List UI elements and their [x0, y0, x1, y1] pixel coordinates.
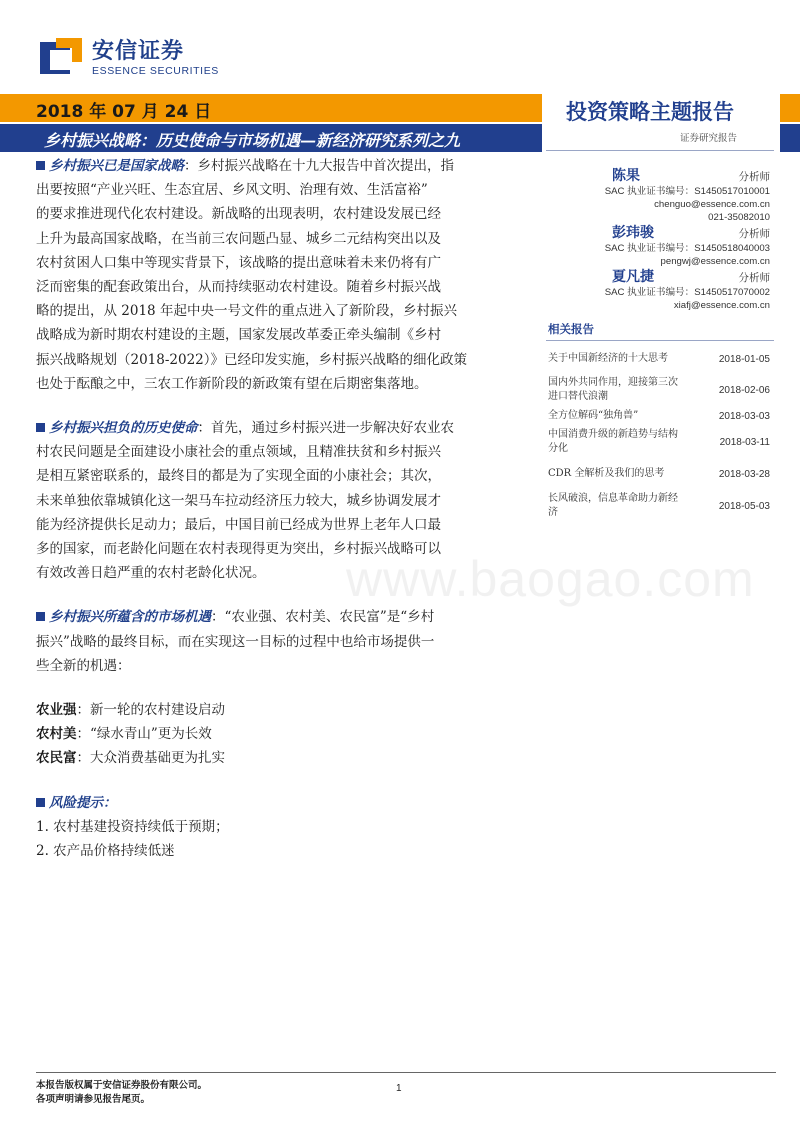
company-logo [40, 36, 219, 82]
paragraph-lead: 乡村振兴已是国家战略 [49, 158, 184, 174]
opportunity-list [36, 698, 532, 771]
analyst-sac: SAC 执业证书编号：S1450518040003 [604, 243, 770, 254]
related-reports-title: 相关报告 [548, 322, 594, 336]
bullet-square-icon [36, 423, 45, 432]
bullet-square-icon [36, 798, 45, 807]
list-item: 农村美：“绿水青山”更为长效 [36, 726, 212, 743]
logo-cn: 安信证券 [92, 39, 185, 64]
analyst-phone: 021-35082010 [708, 212, 770, 223]
bullet-square-icon [36, 161, 45, 170]
list-item: 农民富：大众消费基础更为扎实 [36, 750, 225, 767]
risk-warning: 风险提示： 1. 农村基建投资持续低于预期； 2. 农产品价格持续低迷 [36, 791, 532, 864]
analyst-card: 彭玮骏 分析师 SAC 执业证书编号：S1450518040003 pengwj@essence.com.cn [546, 222, 770, 268]
report-title: 乡村振兴战略：历史使命与市场机遇—新经济研究系列之九 [44, 131, 461, 150]
analyst-card: 夏凡捷 分析师 SAC 执业证书编号：S1450517070002 xiafj@essence.com.cn [546, 266, 770, 312]
date-bar-end [780, 94, 800, 122]
main-body [36, 154, 532, 863]
paragraph-historical-mission: 乡村振兴担负的历史使命：首先，通过乡村振兴进一步解决好农业农 村农民问题是全面建设小康社会的重点领域，且精准扶贫和乡村振兴 是相互紧密联系的，最终目的都是为了实现全面的小康社会；其次， 未来单独依靠城镇化这一架马车拉动经济压力较大，城乡协调发展才 能为经济提供长足动力；最后，中国目前已经成为世界上老年人口最 多的国家，而老龄化问题在农村表现得更为突出，乡村振兴战略可以 有效改善日趋严重的农村老龄化状况。 [36, 420, 454, 582]
list-item: 农业强：新一轮的农村建设启动 [36, 702, 225, 719]
related-report-item[interactable]: CDR 全解析及我们的思考 2018-03-28 [548, 467, 770, 480]
paragraph-lead: 乡村振兴所蕴含的市场机遇 [49, 609, 211, 626]
report-date: 2018 年 07 月 24 日 [36, 102, 212, 122]
paragraph-national-strategy: 乡村振兴已是国家战略：乡村振兴战略在十九大报告中首次提出，指 出要按照“产业兴旺、生态宜居、乡风文明、治理有效、生活富裕” 的要求推进现代化农村建设。新战略的出现表明，农村建设发展已经 上升为最高国家战略，在当前三农问题凸显、城乡二元结构突出以及 农村贫困人口集中等现实背景下，该战略的提出意味着未来仍将有广 泛而密集的配套政策出台，从而持续驱动农村建设。随着乡村振兴战 略的提出，从 2018 年起中央一号文件的重点进入了新阶段，乡村振兴 战略成为新时期农村建设的主题，国家发展改革委正牵头编制《乡村 振兴战略规划（2018-2022）》已经印发实施，乡村振兴战略的细化政策 也处于酝酿之中，三农工作新阶段的新政策有望在后期密集落地。 [36, 158, 468, 392]
logo-mark-icon [40, 38, 82, 80]
risk-lead: 风险提示 [49, 794, 103, 811]
paragraph-lead: 乡村振兴担负的历史使命 [49, 420, 198, 437]
related-report-item[interactable]: 长风破浪，信息革命助力新经济 2018-05-03 [548, 492, 770, 518]
report-subtype: 证券研究报告 [680, 133, 738, 144]
analyst-sac: SAC 执业证书编号：S1450517010001 [604, 186, 770, 197]
analyst-name: 夏凡捷 [612, 269, 654, 285]
title-bar-end [780, 124, 800, 152]
divider [546, 340, 774, 341]
footer-divider [36, 1072, 776, 1073]
analyst-name: 彭玮骏 [612, 225, 654, 241]
related-report-item[interactable]: 关于中国新经济的十大思考 2018-01-05 [548, 352, 770, 365]
watermark: www.baogao.com [346, 551, 755, 607]
related-report-item[interactable]: 中国消费升级的新趋势与结构分化 2018-03-11 [548, 428, 770, 454]
related-report-item[interactable]: 国内外共同作用，迎接第三次进口替代浪潮 2018-02-06 [548, 376, 770, 402]
report-type: 投资策略主题报告 [566, 99, 734, 124]
list-item: 2. 农产品价格持续低迷 [36, 843, 175, 860]
paragraph-market-opportunity: 乡村振兴所蕴含的市场机遇：“农业强、农村美、农民富”是“乡村 振兴”战略的最终目标，而在实现这一目标的过程中也给市场提供一 些全新的机遇： [36, 609, 435, 674]
analyst-name: 陈果 [612, 168, 640, 184]
related-reports-list [548, 344, 770, 522]
footer-disclaimer: 本报告版权属于安信证券股份有限公司。 各项声明请参见报告尾页。 [36, 1080, 208, 1105]
page-number: 1 [396, 1083, 402, 1094]
analyst-email[interactable]: xiafj@essence.com.cn [673, 300, 770, 311]
related-report-item[interactable]: 全方位解码“独角兽” 2018-03-03 [548, 409, 770, 422]
analyst-sac: SAC 执业证书编号：S1450517070002 [604, 287, 770, 298]
divider [546, 150, 774, 151]
analyst-card: 陈果 分析师 SAC 执业证书编号：S1450517010001 chenguo@essence.com.cn 021-35082010 [546, 165, 770, 224]
analyst-email[interactable]: pengwj@essence.com.cn [660, 256, 770, 267]
logo-en: ESSENCE SECURITIES [92, 65, 219, 77]
list-item: 1. 农村基建投资持续低于预期； [36, 818, 229, 835]
bullet-square-icon [36, 612, 45, 621]
analyst-email[interactable]: chenguo@essence.com.cn [654, 199, 770, 210]
